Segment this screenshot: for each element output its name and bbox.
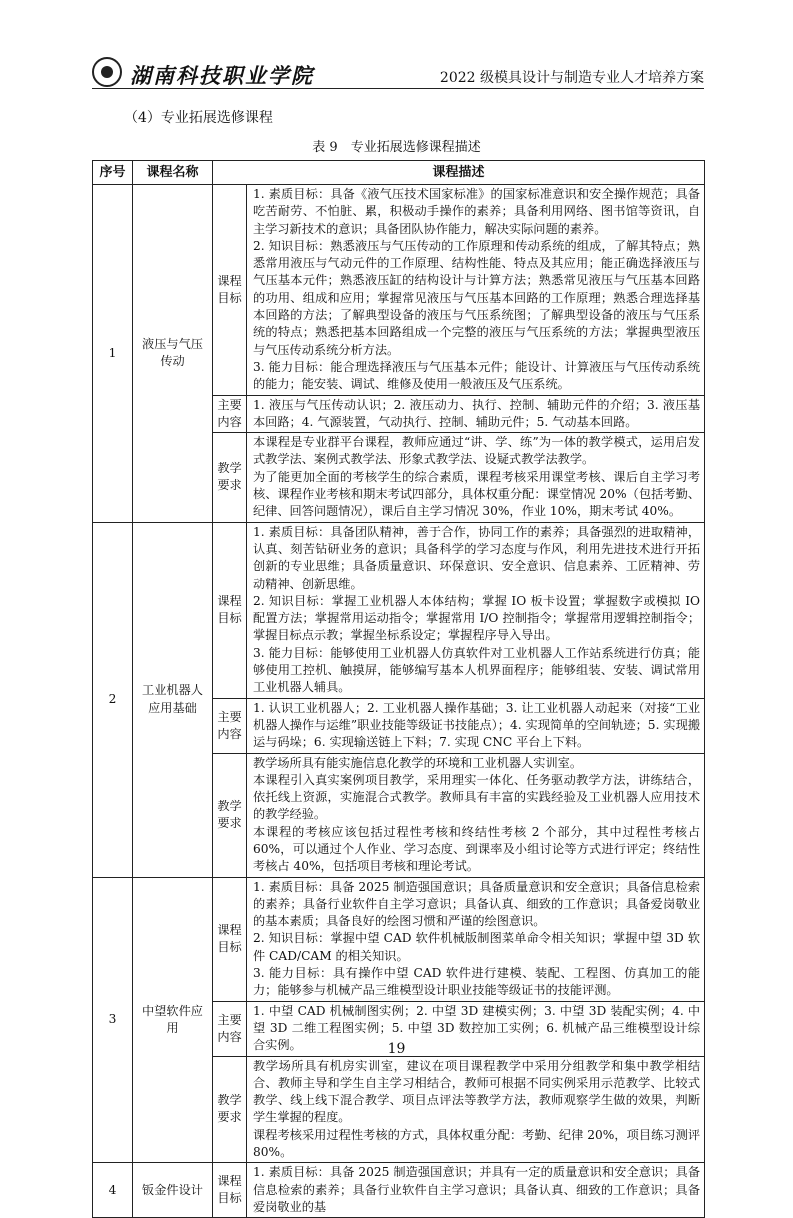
description-content	[247, 698, 705, 753]
header-rule	[92, 88, 704, 89]
description-paragraph: 1. 素质目标：具备《液气压技术国家标准》的国家标准意识和安全操作规范；具备吃苦耐劳、不怕脏、累，积极动手操作的素养；具备利用网络、图书馆等资讯，自主学习新技术的意识；具备团队协作能力，解决实际问题的素养。	[253, 187, 701, 236]
col-header-desc: 课程描述	[213, 161, 705, 185]
sub-label-teaching: 教学要求	[213, 1056, 247, 1163]
table-row	[93, 877, 705, 1001]
description-teaching	[247, 433, 705, 522]
sub-label-objectives: 课程目标	[213, 522, 247, 698]
description-paragraph: 2. 知识目标：熟悉液压与气压传动的工作原理和传动系统的组成，了解其特点；熟悉常用液压与气动元件的工作原理、结构性能、特点及其应用；能正确选择液压与气压基本元件；熟悉液压缸的结构设计与计算方法；熟悉常见液压与气压基本回路的功用、组成和应用；掌握常见液压与气压基本回路的工作原理；熟悉合理选择基本回路的方法；了解典型设备的液压与气压系统图；了解典型设备的液压与气压系统的特点；熟悉把基本回路组成一个完整的液压与气压系统的方法；掌握典型液压与气压传动系统分析方法。	[253, 238, 701, 357]
course-number: 2	[93, 522, 133, 877]
description-teaching	[247, 1056, 705, 1163]
description-objectives	[247, 1163, 705, 1218]
description-paragraph: 教学场所具有能实施信息化教学的环境和工业机器人实训室。	[253, 755, 583, 770]
table-row	[93, 1163, 705, 1218]
description-objectives	[247, 185, 705, 396]
sub-label-content: 主要内容	[213, 1001, 247, 1056]
sub-label-teaching: 教学要求	[213, 433, 247, 522]
description-paragraph: 2. 知识目标：掌握中望 CAD 软件机械版制图菜单命令相关知识；掌握中望 3D 软件 CAD/CAM 的相关知识。	[253, 931, 701, 963]
course-number: 1	[93, 185, 133, 523]
description-paragraph: 课程考核采用过程性考核的方式，具体权重分配：考勤、纪律 20%，项目练习测评 80%。	[253, 1127, 701, 1160]
sub-label-teaching: 教学要求	[213, 753, 247, 877]
description-paragraph: 1. 液压与气压传动认识；2. 液压动力、执行、控制、辅助元件的介绍；3. 液压基本回路；4. 气源装置，气动执行、控制、辅助元件；5. 气动基本回路。	[253, 397, 701, 429]
sub-label-objectives: 课程目标	[213, 1163, 247, 1218]
sub-label-content: 主要内容	[213, 395, 247, 433]
sub-label-objectives: 课程目标	[213, 877, 247, 1001]
table-header-row	[93, 161, 705, 185]
description-paragraph: 1. 素质目标：具备 2025 制造强国意识；并具有一定的质量意识和安全意识；具备信息检索的素养；具备行业软件自主学习意识；具备认真、细致的工作意识；具备爱岗敬业的基	[253, 1165, 701, 1214]
col-header-no: 序号	[93, 161, 133, 185]
description-paragraph: 本课程的考核应该包括过程性考核和终结性考核 2 个部分，其中过程性考核占 60%，可以通过个人作业、学习态度、到课率及小组讨论等方式进行评定；终结性考核占 40%，包括项目考核和理论考试。	[253, 824, 701, 874]
page-number: 19	[387, 1041, 406, 1057]
page-header	[92, 55, 704, 89]
school-logo-icon	[92, 57, 122, 87]
col-header-name: 课程名称	[133, 161, 213, 185]
description-paragraph: 3. 能力目标：能合理选择液压与气压基本元件；能设计、计算液压与气压传动系统的能力；能安装、调试、维修及使用一般液压及气压系统。	[253, 359, 701, 392]
description-paragraph: 3. 能力目标：具有操作中望 CAD 软件进行建模、装配、工程图、仿真加工的能力；能够参与机械产品三维模型设计职业技能等级证书的技能评测。	[253, 966, 701, 998]
course-number: 3	[93, 877, 133, 1163]
course-table	[92, 160, 705, 1218]
course-name: 液压与气压传动	[133, 185, 213, 523]
course-number: 4	[93, 1163, 133, 1218]
description-teaching	[247, 753, 705, 877]
description-paragraph: 1. 素质目标：具备 2025 制造强国意识；具备质量意识和安全意识；具备信息检索的素养；具备行业软件自主学习意识；具备认真、细致的工作意识；具备爱岗敬业的基本素质；具备良好的绘图习惯和严谨的绘图意识。	[253, 879, 701, 929]
course-name: 工业机器人应用基础	[133, 522, 213, 877]
document-title: 2022 级模具设计与制造专业人才培养方案	[439, 70, 704, 86]
table-caption: 表 9 专业拓展选修课程描述	[312, 140, 481, 155]
description-paragraph: 1. 中望 CAD 机械制图实例；2. 中望 3D 建模实例；3. 中望 3D 装配实例；4. 中望 3D 二维工程图实例；5. 中望 3D 数控加工实例；6. 机械产品三维模型设计综合实例。	[253, 1003, 701, 1053]
section-heading: （4）专业拓展选修课程	[124, 110, 273, 126]
table-row	[93, 185, 705, 396]
description-objectives	[247, 522, 705, 698]
description-paragraph: 1. 认识工业机器人；2. 工业机器人操作基础；3. 让工业机器人动起来（对接“工业机器人操作与运维”职业技能等级证书技能点）；4. 实现简单的空间轨迹；5. 实现搬运与码垛；6. 实现输送链上下料；7. 实现 CNC 平台上下料。	[253, 700, 701, 750]
description-paragraph: 1. 素质目标：具备团队精神，善于合作，协同工作的素养；具备强烈的进取精神，认真、刻苦钻研业务的意识；具备科学的学习态度与作风，利用先进技术进行开拓创新的专业思维；具备质量意识、环保意识、安全意识、信息素养、工匠精神、劳动精神、创新思维。	[253, 524, 701, 591]
sub-label-content: 主要内容	[213, 698, 247, 753]
description-paragraph: 本课程引入真实案例项目教学，采用理实一体化、任务驱动教学方法，讲练结合，依托线上资源，实施混合式教学。教师具有丰富的实践经验及工业机器人应用技术的教学经验。	[253, 772, 701, 822]
description-objectives	[247, 877, 705, 1001]
course-name: 中望软件应用	[133, 877, 213, 1163]
description-content	[247, 395, 705, 433]
school-name: 湖南科技职业学院	[130, 63, 314, 88]
description-paragraph: 2. 知识目标：掌握工业机器人本体结构；掌握 IO 板卡设置；掌握数字或模拟 IO 配置方法；掌握常用运动指令；掌握常用 I/O 控制指令；掌握常用逻辑控制指令；掌握目标点示教；掌握坐标系设定；掌握程序导入导出。	[253, 593, 701, 643]
sub-label-objectives: 课程目标	[213, 185, 247, 396]
description-paragraph: 为了能更加全面的考核学生的综合素质，课程考核采用课堂考核、课后自主学习考核、课程作业考核和期末考试四部分，具体权重分配：课堂情况 20%（包括考勤、纪律、回答问题情况），课后自主学习情况 30%，作业 10%，期末考试 40%。	[253, 469, 701, 519]
description-paragraph: 3. 能力目标：能够使用工业机器人仿真软件对工业机器人工作站系统进行仿真；能够使用工控机、触摸屏，能够编写基本人机界面程序；能够组装、安装、调试常用工业机器人辅具。	[253, 645, 701, 695]
description-paragraph: 教学场所具有机房实训室，建议在项目课程教学中采用分组教学和集中教学相结合、教师主导和学生自主学习相结合，教师可根据不同实例采用示范教学、比较式教学、线上线下混合教学、项目点评法等教学方法，教师观察学生做的效果，判断学生掌握的程度。	[253, 1058, 701, 1125]
description-paragraph: 本课程是专业群平台课程，教师应通过“讲、学、练”为一体的教学模式，运用启发式教学法、案例式教学法、形象式教学法、设疑式教学法教学。	[253, 435, 701, 467]
course-name: 钣金件设计	[133, 1163, 213, 1218]
table-row	[93, 522, 705, 698]
